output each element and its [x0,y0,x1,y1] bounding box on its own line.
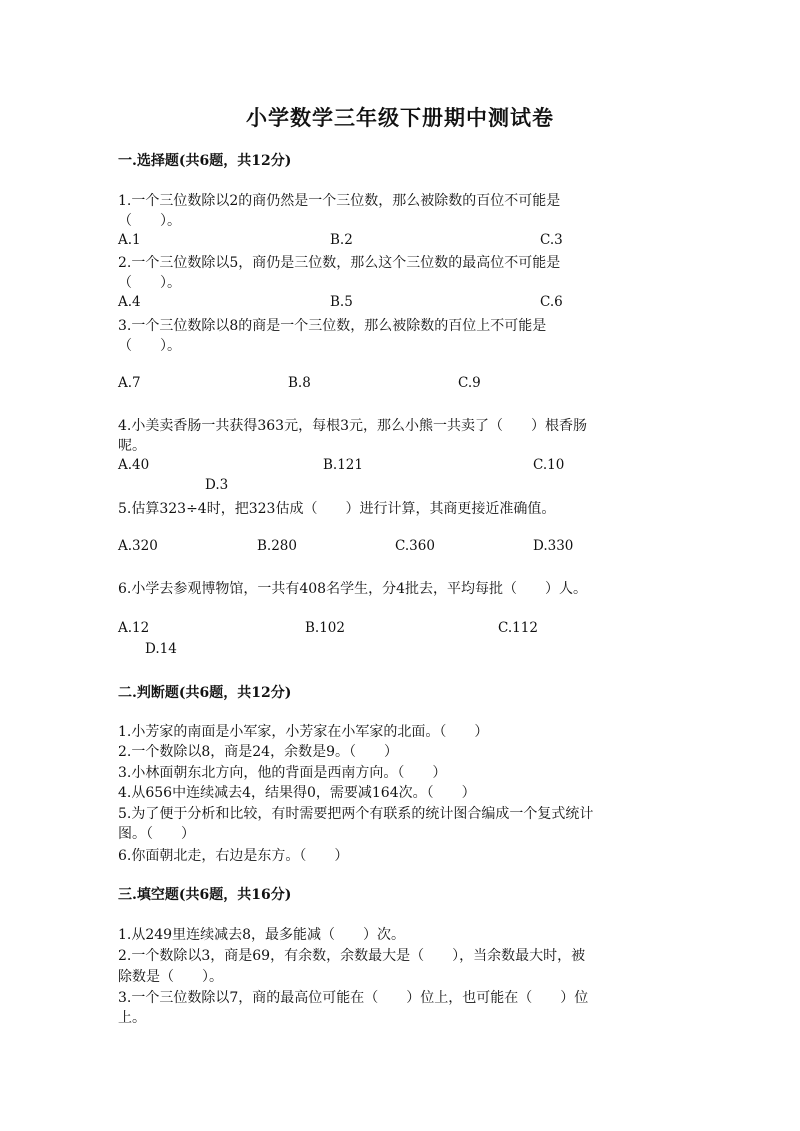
question-6-option-c: C.112 [498,620,538,636]
question-5-option-a: A.320 [118,538,158,554]
fill-blank-line-1: 1.从249里连续减去8，最多能减（ ）次。 [118,927,405,943]
question-4-option-a: A.40 [118,457,150,473]
judgement-line-6: 图。（ ） [118,826,195,842]
judgement-line-3: 3.小林面朝东北方向，他的背面是西南方向。（ ） [118,765,447,781]
question-2-option-b: B.5 [330,294,353,310]
question-6-option-b: B.102 [305,620,345,636]
judgement-line-5: 5.为了便于分析和比较，有时需要把两个有联系的统计图合编成一个复式统计 [118,806,594,822]
judgement-line-2: 2.一个数除以8，商是24，余数是9。（ ） [118,744,398,760]
question-6-line-1: 6.小学去参观博物馆，一共有408名学生，分4批去，平均每批（ ）人。 [118,581,587,597]
question-4-option-d: D.3 [205,477,229,493]
question-5-option-b: B.280 [257,538,297,554]
judgement-line-4: 4.从656中连续减去4，结果得0，需要减164次。（ ） [118,785,476,801]
question-4-line-2: 呢。 [118,438,146,454]
question-1-option-b: B.2 [330,232,353,248]
page-title: 小学数学三年级下册期中测试卷 [246,105,554,130]
question-2-option-c: C.6 [540,294,563,310]
section-heading-judgement: 二.判断题(共6题，共12分) [118,685,292,701]
fill-blank-line-4: 3.一个三位数除以7，商的最高位可能在（ ）位上，也可能在（ ）位 [118,990,589,1006]
question-4-option-c: C.10 [533,457,565,473]
fill-blank-line-3: 除数是（ ）。 [118,969,223,985]
question-1-line-1: 1.一个三位数除以2的商仍然是一个三位数，那么被除数的百位不可能是 [118,193,561,209]
question-4-line-1: 4.小美卖香肠一共获得363元，每根3元，那么小熊一共卖了（ ）根香肠 [118,418,587,434]
judgement-line-7: 6.你面朝北走，右边是东方。（ ） [118,848,349,864]
question-2-option-a: A.4 [118,294,141,310]
question-2-line-2: （ ）。 [118,275,181,291]
question-5-option-c: C.360 [395,538,435,554]
question-6-option-d: D.14 [145,641,177,657]
question-3-option-b: B.8 [288,375,311,391]
section-heading-fill-blank: 三.填空题(共6题，共16分) [118,887,292,903]
question-1-option-a: A.1 [118,232,141,248]
fill-blank-line-2: 2.一个数除以3，商是69，有余数，余数最大是（ ），当余数最大时，被 [118,948,586,964]
question-5-line-1: 5.估算323÷4时，把323估成（ ）进行计算，其商更接近准确值。 [118,501,556,517]
judgement-line-1: 1.小芳家的南面是小军家，小芳家在小军家的北面。（ ） [118,724,489,740]
question-4-option-b: B.121 [323,457,363,473]
question-2-line-1: 2.一个三位数除以5，商仍是三位数，那么这个三位数的最高位不可能是 [118,255,561,271]
question-3-line-2: （ ）。 [118,338,181,354]
question-3-option-c: C.9 [458,375,481,391]
question-5-option-d: D.330 [533,538,574,554]
question-1-line-2: （ ）。 [118,213,181,229]
fill-blank-line-5: 上。 [118,1010,146,1026]
question-3-option-a: A.7 [118,375,141,391]
question-3-line-1: 3.一个三位数除以8的商是一个三位数，那么被除数的百位上不可能是 [118,318,547,334]
question-1-option-c: C.3 [540,232,563,248]
section-heading-choice: 一.选择题(共6题，共12分) [118,153,292,169]
question-6-option-a: A.12 [118,620,150,636]
